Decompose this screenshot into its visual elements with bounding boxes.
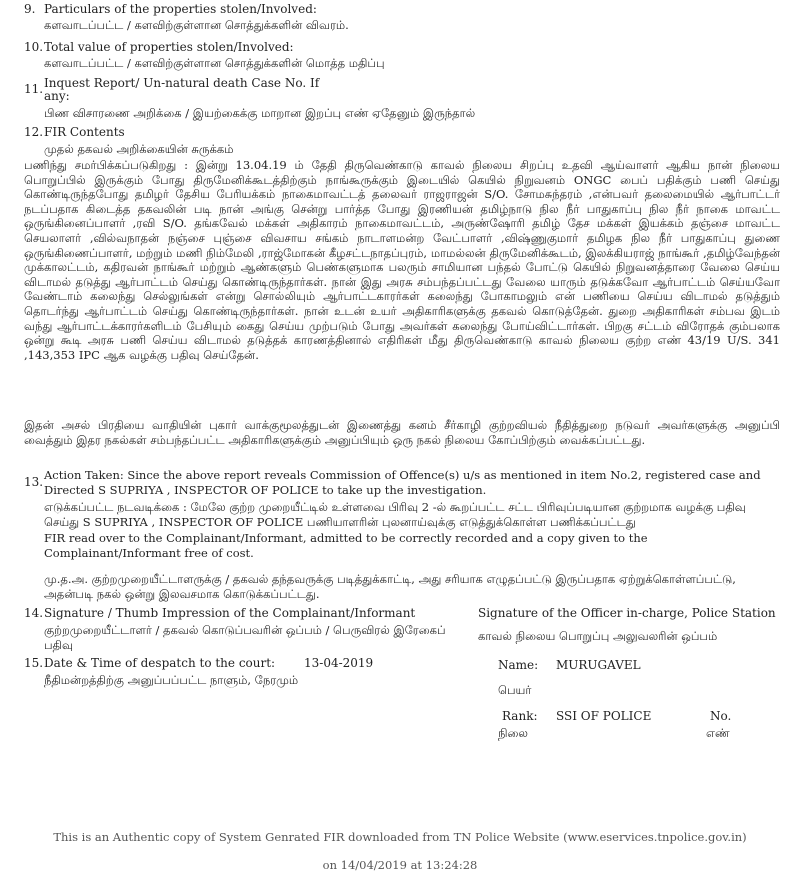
item-label-en: Total value of properties stolen/Involved:: [44, 40, 294, 54]
fir-read-en: FIR read over to the Complainant/Informant, admitted to be correctly recorded and a copy given to the Complainant/Informant free of cost.: [44, 531, 648, 560]
fir-read-ta: மு.த.அ. குற்றமுறையீட்டாளருக்கு / தகவல் தந்தவருக்கு படித்துக்காட்டி, அது சரியாக எழுதப்பட்டு இருப்பதாக ஏற்றுக்கொள்ளப்பட்டு, அதன்படி நகல் ஒன்று இலவசமாக கொடுக்கப்பட்டது.: [44, 572, 736, 601]
officer-signature-label-en: Signature of the Officer in-charge, Police Station: [478, 606, 776, 620]
item-label-ta: களவாடப்பட்ட / களவிற்குள்ளான சொத்துக்களின் விவரம்.: [44, 18, 349, 32]
officer-name-label-ta: பெயர்: [498, 683, 532, 697]
despatch-label-en: Date & Time of despatch to the court:: [44, 656, 276, 670]
item-number: 13.: [24, 475, 44, 489]
footer-authenticity-note: This is an Authentic copy of System Genrated FIR downloaded from TN Police Website (www.eservices.tnpolice.gov.in): [53, 830, 747, 844]
item-number: 10.: [24, 40, 44, 54]
item-number: 15.: [24, 656, 44, 670]
item-number: 11.: [24, 82, 44, 96]
officer-no-label-ta: எண்: [706, 726, 730, 740]
item-13: [24, 468, 784, 588]
officer-name-label-en: Name:: [498, 658, 539, 672]
item-label-ta: முதல் தகவல் அறிக்கையின் சுருக்கம்: [44, 142, 234, 156]
complainant-signature-label-en: Signature / Thumb Impression of the Complainant/Informant: [44, 606, 416, 620]
officer-no-label-en: No.: [710, 709, 732, 723]
despatch-label-ta: நீதிமன்றத்திற்கு அனுப்பப்பட்ட நாளும், நேரமும்: [44, 673, 299, 687]
officer-rank-label-en: Rank:: [502, 709, 538, 723]
fir-content-paragraph: பணிந்து சமர்பிக்கப்படுகிறது : இன்று 13.04.19 ம் தேதி திருவெண்காடு காவல் நிலைய சிறப்பு உதவி ஆய்வாளர் ஆகிய நான் நிலைய பொறுப்பில் இருக்கும் போது திருமேனிக்கூடத்திற்கும் நாங்கூருக்கும் இடையில் கெயில் நிறுவனம் ONGC பைப் பதிக்கும் பணி செய்து கொண்டிருந்தபோது தமிழர் தேசிய பேரியக்கம் நாகைமாவட்டத் தலைவர் ராஜராஜன் S/O. சோமசுந்தரம் ,என்பவர் தலைமையில் ஆர்பாட்டர் நடப்பதாக கிடைத்த தகவலின் படி நான் அங்கு சென்று பார்த்த போது இரணியன் தமிழ்நாடு நில நீர் பாதுகாப்பு நில நீர் நாகை மாவட்ட ஒருங்கினைப்பாளர் ,ரவி S/O. தங்கவேல் மக்கள் அதிகாரம் நாகைமாவட்டம், அருண்ஷோரி தமிழ் தேச மக்கள் இயக்கம் தஞ்சை மாவட்ட செயலாளர் ,வில்வநாதன் நஞ்சை புஞ்சை விவசாய சங்கம் நாடாளமன்ற வேட்பாளர் ,விஷ்ணுகுமார் தமிழக நில நீர் பாதுகாப்பு துணை ஒருங்கிணைப்பாளர், மற்றும் மணி நிம்மேலி ,ராஜ்மோகன் கீழசட்டநாதப்புரம், மாமல்லன் திருமேனிக்கூடம், இலக்கியராஜ் நாங்கூர் ,தமிழ்வேந்தன் முக்காலட்டம், கதிரவன் நாங்கூர் மற்றும் ஆண்களும் பெண்களுமாக பலரும் சாமியான பந்தல் போட்டு கெயில் நிறுவனத்தாரை வேலை செய்ய விடாமல் தடுத்து ஆர்பாட்டம் செய்து கொண்டிருந்தார்கள். நான் இது அரசு சம்பந்தப்பட்டது வேலை யாரும் தடுக்கவோ ஆர்பாட்டம் செய்யவோ வேண்டாம் கலைந்து செல்லுங்கள் என்று சொல்லியும் ஆர்பாட்டகாரர்கள் கலைந்து போகாமலும் என் பணியை செய்ய விடாமல் தடுத்தும் தொடர்ந்து ஆர்பாட்டம் செய்து கொண்டிருந்தார்கள். நான் உடன் உயர் அதிகாரிகளுக்கு தகவல் கொடுத்தேன். துறை அதிகாரிகள் சம்பவ இடம் வந்து ஆர்பாட்டக்காரர்களிடம் பேசியும் கைது செய்ய முற்படும் போது அவர்கள் கலைந்து போய்விட்டார்கள். பிறகு சட்டம் விரோதக் கும்பலாக ஒன்று கூடி அரசு பணி செய்ய விடாமல் தடுத்தக் காரணத்தினால் எதிரிகள் மீது திருவெண்காடு காவல் நிலைய குற்ற எண் 43/19 U/S. 341 ,143,353 IPC ஆக வழக்கு பதிவு செய்தேன்.: [24, 158, 780, 362]
item-15: [24, 656, 784, 746]
officer-rank-value: SSI OF POLICE: [556, 709, 652, 723]
officer-signature-label-ta: காவல் நிலைய பொறுப்பு அலுவலரின் ஒப்பம்: [478, 629, 718, 643]
item-number: 12.: [24, 125, 44, 139]
item-14: [24, 606, 784, 656]
action-taken-ta: எடுக்கப்பட்ட நடவடிக்கை : மேலே குற்ற முறையீட்டில் உள்ளவை பிரிவு 2 -ல் கூறப்பட்ட சட்ட பிரிவுப்படியான குற்றமாக வழக்கு பதிவு செய்து S SUPRIYA , INSPECTOR OF POLICE பணியாளரின் புலனாய்வுக்கு எடுத்துக்கொள்ள பணிக்கப்பட்டது: [44, 500, 746, 529]
fir-copy-paragraph: இதன் அசல் பிரதியை வாதியின் புகார் வாக்குமூலத்துடன் இணைத்து கனம் சீர்காழி குற்றவியல் நீதித்துறை நடுவர் அவர்களுக்கு அனுப்பி வைத்தும் இதர நகல்கள் சம்பந்தப்பட்ட அதிகாரிகளுக்கும் அனுப்பியும் ஒரு நகல் நிலைய கோப்பிற்கும் வைக்கப்பட்டது.: [24, 418, 780, 447]
footer-download-timestamp: on 14/04/2019 at 13:24:28: [322, 858, 478, 872]
item-label-en-line1: Inquest Report/ Un-natural death Case No. If: [44, 76, 320, 90]
item-label-ta: பிண விசாரணை அறிக்கை / இயற்கைக்கு மாறான இறப்பு எண் ஏதேனும் இருந்தால்: [44, 106, 476, 120]
despatch-date-value: 13-04-2019: [304, 656, 374, 670]
complainant-signature-label-ta: குற்றமுறையீட்டாளர் / தகவல் கொடுப்பவரின் ஒப்பம் / பெருவிரல் இரேகைப் பதிவு: [44, 623, 446, 652]
action-taken-en: Action Taken: Since the above report reveals Commission of Offence(s) u/s as mentioned in item No.2, registered case and Directed S SUPRIYA , INSPECTOR OF POLICE to take up the investigation.: [44, 468, 761, 497]
officer-rank-label-ta: நிலை: [498, 726, 528, 740]
item-label-en: FIR Contents: [44, 125, 125, 139]
item-label-en-line2: any:: [44, 89, 70, 103]
item-label-ta: களவாடப்பட்ட / களவிற்குள்ளான சொத்துக்களின் மொத்த மதிப்பு: [44, 56, 385, 70]
item-label-en: Particulars of the properties stolen/Involved:: [44, 2, 317, 16]
item-number: 14.: [24, 606, 44, 620]
item-number: 9.: [24, 2, 36, 16]
officer-name-value: MURUGAVEL: [556, 658, 641, 672]
